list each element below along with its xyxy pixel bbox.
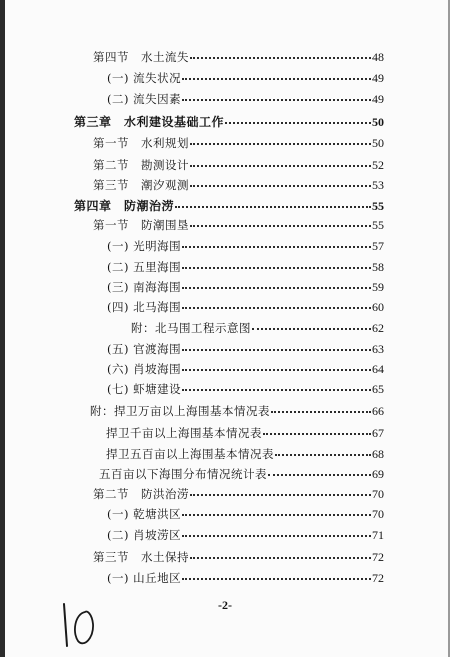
toc-entry bbox=[74, 114, 384, 130]
dot-leader bbox=[225, 122, 371, 124]
toc-entry bbox=[131, 320, 384, 336]
toc-entry-page-number: 57 bbox=[372, 239, 384, 253]
toc-entry bbox=[93, 135, 384, 151]
handwritten-page-mark bbox=[58, 598, 98, 650]
scan-left-edge bbox=[0, 0, 5, 657]
toc-entry-title: (六) 肖坡海围 bbox=[107, 362, 182, 376]
dot-leader bbox=[182, 99, 371, 101]
toc-entry-page-number: 59 bbox=[372, 280, 384, 294]
toc-entry-title: 第一节 防潮围垦 bbox=[93, 218, 189, 232]
toc-entry bbox=[107, 299, 384, 315]
toc-entry bbox=[107, 259, 384, 275]
toc-entry-title: 第三节 水土保持 bbox=[93, 550, 189, 564]
dot-leader bbox=[182, 514, 371, 516]
toc-entry-page-number: 70 bbox=[372, 487, 384, 501]
toc-entry-title: 第二节 勘测设计 bbox=[93, 158, 189, 172]
toc-entry-title: 第四章 防潮治涝 bbox=[74, 199, 175, 213]
dot-leader bbox=[252, 328, 371, 330]
dot-leader bbox=[182, 307, 371, 309]
toc-entry bbox=[93, 217, 384, 233]
toc-entry-page-number: 71 bbox=[372, 528, 384, 542]
toc-entry-page-number: 55 bbox=[372, 199, 384, 213]
toc-entry bbox=[93, 486, 384, 502]
dot-leader bbox=[182, 78, 371, 80]
dot-leader bbox=[190, 57, 371, 59]
dot-leader bbox=[190, 185, 371, 187]
dot-leader bbox=[182, 267, 371, 269]
dot-leader bbox=[263, 433, 371, 435]
toc-entry-page-number: 69 bbox=[372, 467, 384, 481]
toc-entry-title: (二) 流失因素 bbox=[107, 92, 182, 106]
toc-entry-title: (一) 光明海围 bbox=[107, 239, 182, 253]
toc-entry-page-number: 50 bbox=[372, 136, 384, 150]
toc-entry bbox=[93, 49, 384, 65]
dot-leader bbox=[175, 206, 371, 208]
toc-entry-title: (二) 肖坡涝区 bbox=[107, 528, 182, 542]
toc-entry-page-number: 60 bbox=[372, 300, 384, 314]
toc-entry bbox=[106, 446, 384, 462]
toc-entry-title: (一) 流失状况 bbox=[107, 71, 182, 85]
toc-entry bbox=[107, 381, 384, 397]
dot-leader bbox=[190, 494, 371, 496]
toc-entry-page-number: 48 bbox=[372, 50, 384, 64]
toc-entry-page-number: 49 bbox=[372, 92, 384, 106]
toc-entry-page-number: 63 bbox=[372, 342, 384, 356]
dot-leader bbox=[182, 349, 371, 351]
dot-leader bbox=[275, 454, 371, 456]
toc-entry-title: 五百亩以下海围分布情况统计表 bbox=[99, 467, 267, 481]
toc-entry-page-number: 62 bbox=[372, 321, 384, 335]
dot-leader bbox=[182, 369, 371, 371]
toc-entry-title: 捍卫千亩以上海围基本情况表 bbox=[106, 426, 262, 440]
toc-entry bbox=[107, 570, 384, 586]
toc-entry-page-number: 53 bbox=[372, 178, 384, 192]
dot-leader bbox=[190, 225, 371, 227]
toc-entry bbox=[93, 177, 384, 193]
toc-entry-title: (一) 山丘地区 bbox=[107, 571, 182, 585]
toc-entry bbox=[107, 341, 384, 357]
toc-entry bbox=[106, 425, 384, 441]
toc-entry-title: (四) 北马海围 bbox=[107, 300, 182, 314]
toc-entry-title: (五) 官渡海围 bbox=[107, 342, 182, 356]
toc-entry bbox=[93, 549, 384, 565]
dot-leader bbox=[182, 287, 371, 289]
toc-entry bbox=[99, 466, 384, 482]
toc-entry bbox=[90, 403, 384, 419]
toc-entry-title: 第二节 防洪治涝 bbox=[93, 487, 189, 501]
toc-entry-page-number: 72 bbox=[372, 550, 384, 564]
toc-entry bbox=[107, 91, 384, 107]
toc-entry-title: 第四节 水土流失 bbox=[93, 50, 189, 64]
toc-entry-page-number: 64 bbox=[372, 362, 384, 376]
toc-entry-title: 附：北马围工程示意图 bbox=[131, 321, 251, 335]
toc-entry-title: 附：捍卫万亩以上海围基本情况表 bbox=[90, 404, 270, 418]
toc-entry-title: (七) 虾塘建设 bbox=[107, 382, 182, 396]
dot-leader bbox=[182, 535, 371, 537]
toc-entry-page-number: 72 bbox=[372, 571, 384, 585]
toc-entry-title: (二) 五里海围 bbox=[107, 260, 182, 274]
dot-leader bbox=[182, 578, 371, 580]
toc-entry-page-number: 58 bbox=[372, 260, 384, 274]
toc-entry bbox=[107, 527, 384, 543]
dot-leader bbox=[190, 143, 371, 145]
toc-entry-title: 第三节 潮汐观测 bbox=[93, 178, 189, 192]
toc-entry bbox=[107, 238, 384, 254]
toc-entry-page-number: 67 bbox=[372, 426, 384, 440]
toc-entry-title: (三) 南海海围 bbox=[107, 280, 182, 294]
toc-entry-title: (一) 乾塘洪区 bbox=[107, 507, 182, 521]
toc-entry-page-number: 70 bbox=[372, 507, 384, 521]
toc-entry-title: 第三章 水利建设基础工作 bbox=[74, 115, 225, 129]
dot-leader bbox=[271, 411, 371, 413]
toc-entry-page-number: 66 bbox=[372, 404, 384, 418]
dot-leader bbox=[182, 246, 371, 248]
dot-leader bbox=[190, 165, 371, 167]
dot-leader bbox=[182, 389, 371, 391]
toc-entry bbox=[93, 157, 384, 173]
toc-entry bbox=[107, 279, 384, 295]
page-number: -2- bbox=[218, 598, 232, 612]
dot-leader bbox=[268, 474, 371, 476]
toc-entry-page-number: 52 bbox=[372, 158, 384, 172]
toc-entry bbox=[107, 70, 384, 86]
toc-entry-page-number: 65 bbox=[372, 382, 384, 396]
toc-entry-title: 第一节 水利规划 bbox=[93, 136, 189, 150]
dot-leader bbox=[190, 557, 371, 559]
toc-entry-page-number: 55 bbox=[372, 218, 384, 232]
toc-entry-page-number: 50 bbox=[372, 115, 384, 129]
toc-entry-page-number: 49 bbox=[372, 71, 384, 85]
toc-entry-title: 捍卫五百亩以上海围基本情况表 bbox=[106, 447, 274, 461]
toc-entry bbox=[107, 506, 384, 522]
toc-entry-page-number: 68 bbox=[372, 447, 384, 461]
toc-entry bbox=[107, 361, 384, 377]
toc-entry bbox=[74, 198, 384, 214]
